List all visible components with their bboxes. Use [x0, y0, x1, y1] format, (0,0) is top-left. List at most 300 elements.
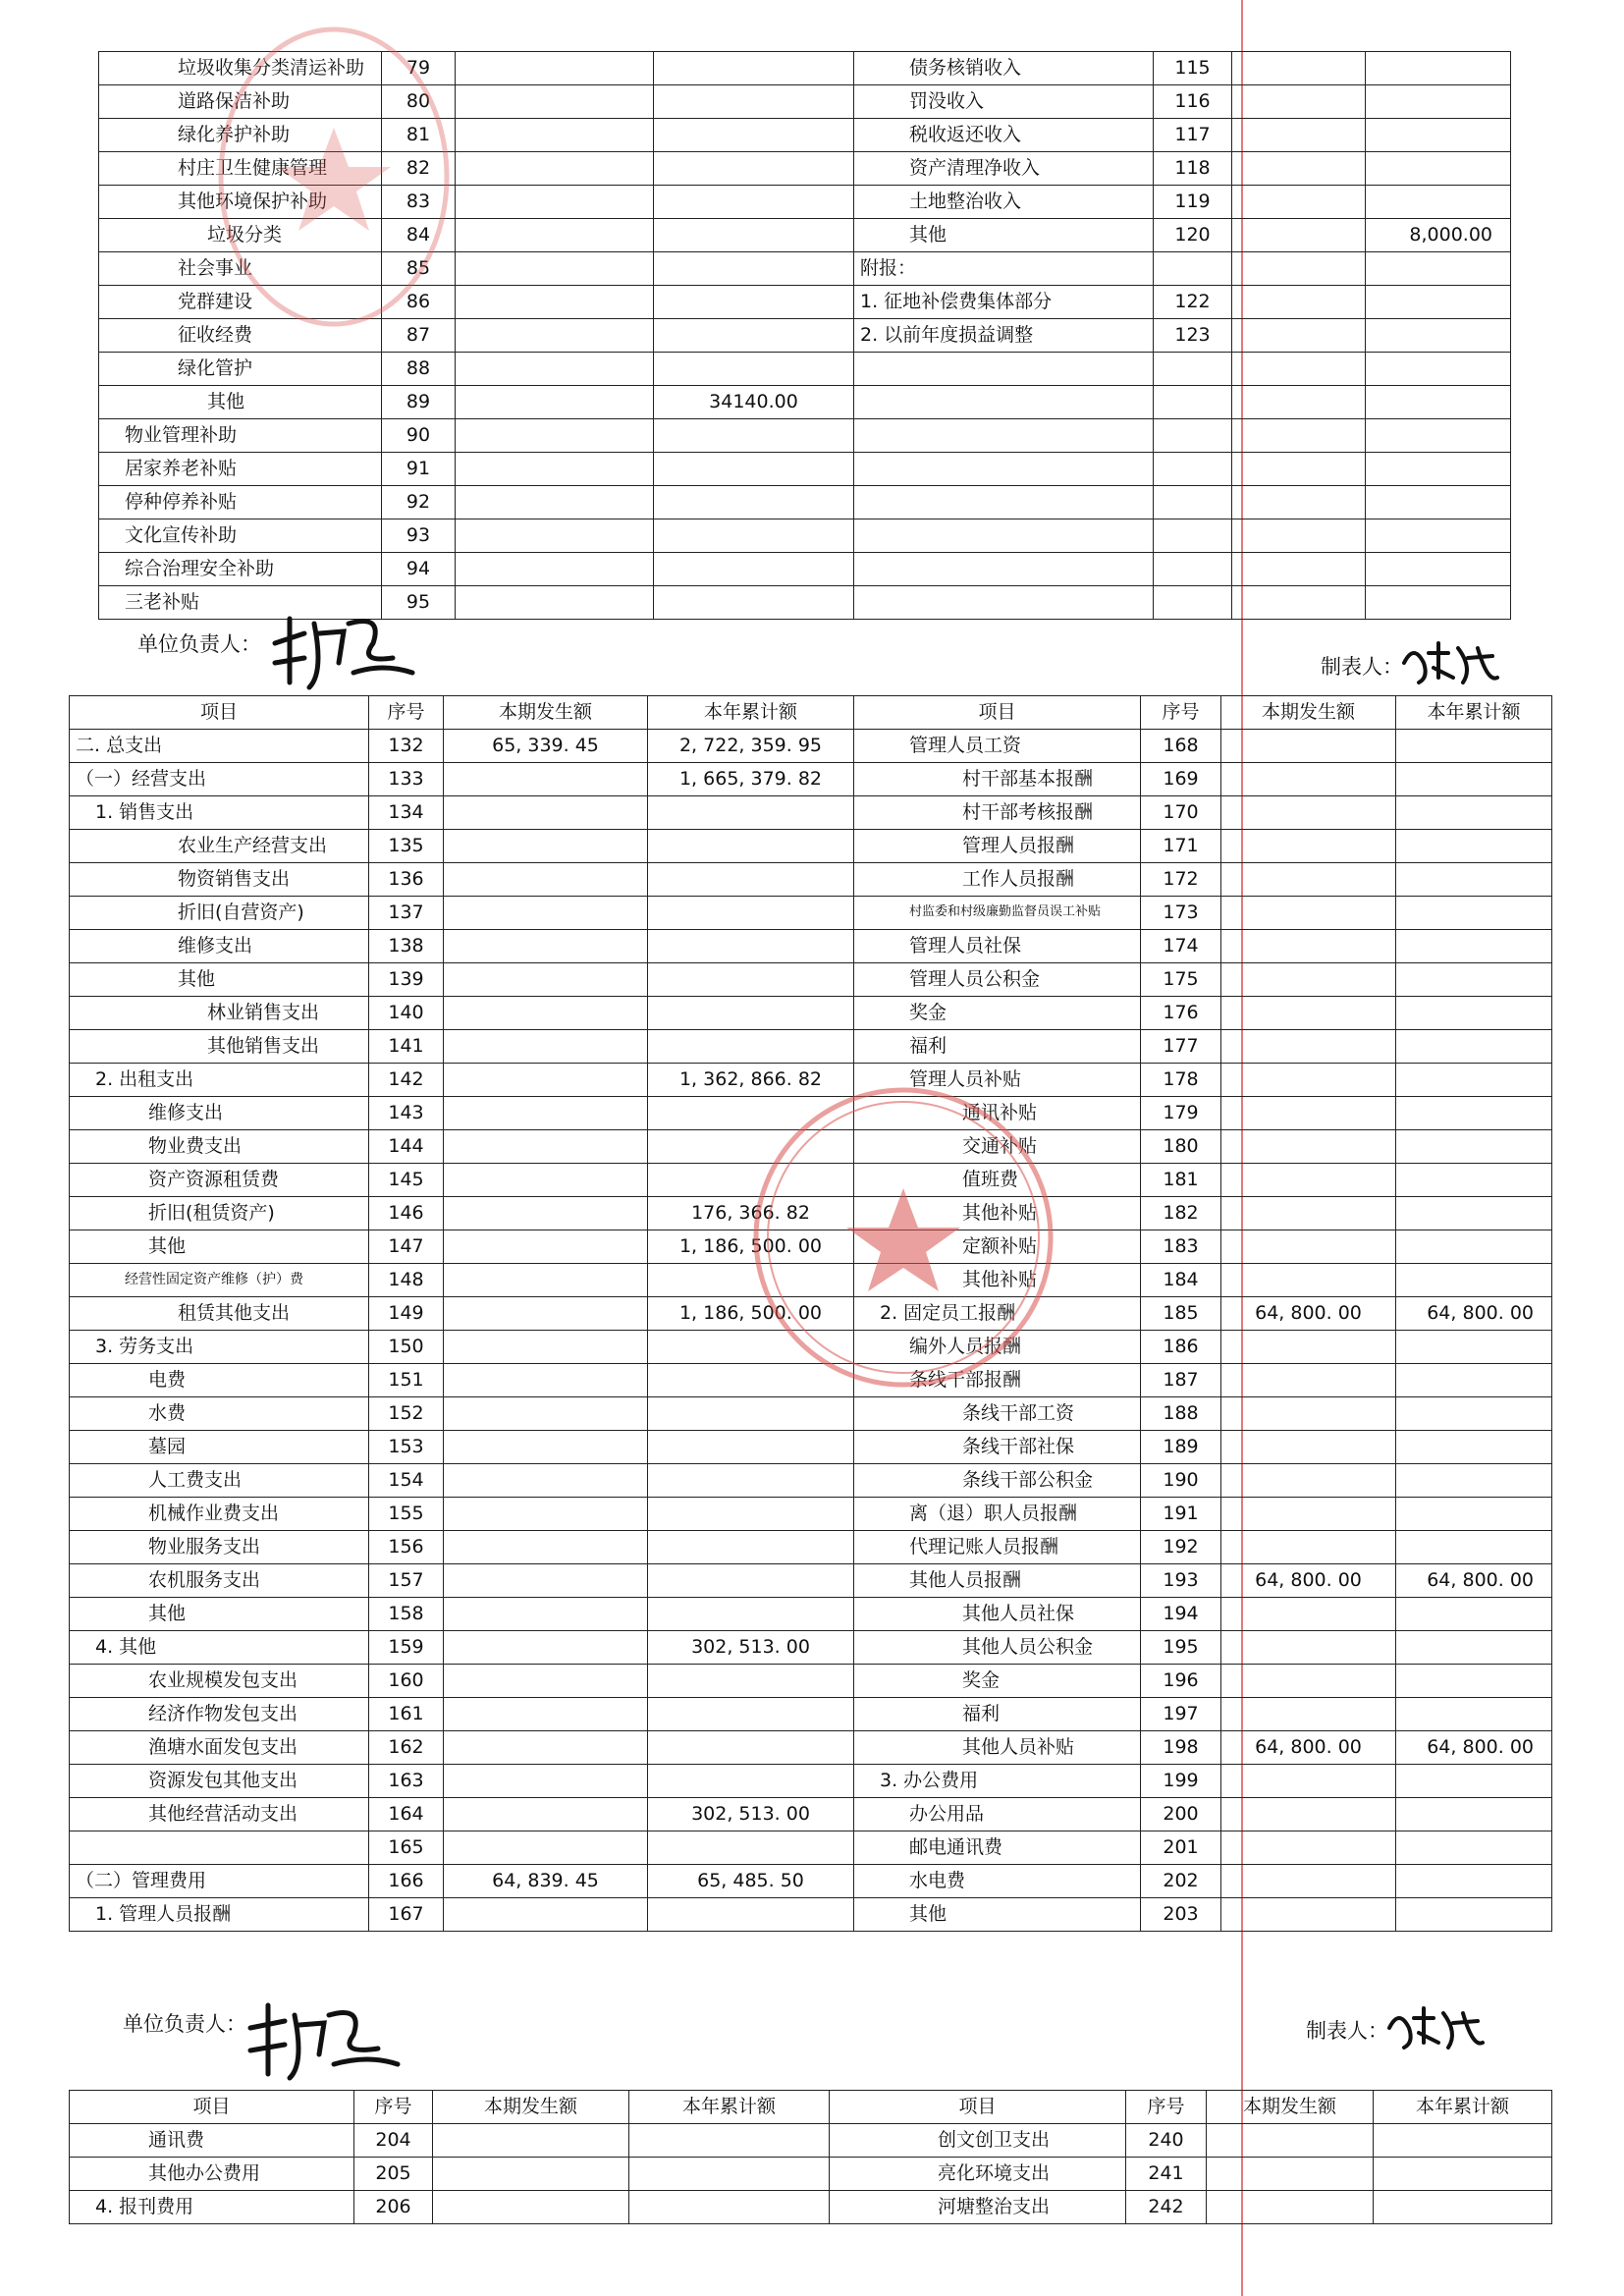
right-ytd: [1396, 1898, 1552, 1932]
right-item: 管理人员补贴: [854, 1064, 1141, 1097]
left-ytd: [654, 52, 854, 85]
right-seq: 188: [1141, 1397, 1221, 1431]
right-current: [1221, 997, 1396, 1030]
right-item: 值班费: [854, 1164, 1141, 1197]
right-current: [1221, 1765, 1396, 1798]
table-row: [70, 1297, 1552, 1331]
left-seq: 92: [382, 486, 456, 519]
table-continued-part: [69, 2090, 1552, 2224]
left-item: 经济作物发包支出: [70, 1698, 369, 1731]
right-item: 福利: [854, 1698, 1141, 1731]
right-ytd: [1366, 186, 1511, 219]
left-seq: 204: [354, 2124, 433, 2158]
left-ytd: [648, 1397, 854, 1431]
table-header-row: [70, 696, 1552, 730]
table-row: [70, 1130, 1552, 1164]
right-item: 邮电通讯费: [854, 1831, 1141, 1865]
right-current: [1232, 319, 1366, 353]
right-seq: 187: [1141, 1364, 1221, 1397]
table-row: [70, 730, 1552, 763]
left-current: [456, 119, 654, 152]
left-item: 物业服务支出: [70, 1531, 369, 1564]
left-current: [456, 186, 654, 219]
left-item: 社会事业: [99, 252, 382, 286]
left-current: [444, 1731, 648, 1765]
right-ytd: [1366, 486, 1511, 519]
right-seq: 172: [1141, 863, 1221, 897]
right-seq: 176: [1141, 997, 1221, 1030]
right-current: [1221, 1030, 1396, 1064]
right-current: 64, 800. 00: [1221, 1297, 1396, 1331]
right-item: 交通补贴: [854, 1130, 1141, 1164]
right-current: 64, 800. 00: [1221, 1731, 1396, 1765]
left-current: [456, 219, 654, 252]
right-item: 奖金: [854, 1665, 1141, 1698]
right-seq: 171: [1141, 830, 1221, 863]
right-seq: 170: [1141, 796, 1221, 830]
left-current: [444, 1097, 648, 1130]
left-current: [456, 453, 654, 486]
right-seq: 177: [1141, 1030, 1221, 1064]
right-ytd: [1366, 319, 1511, 353]
table-row: [99, 386, 1511, 419]
right-seq: 175: [1141, 963, 1221, 997]
left-item: 垃圾分类: [99, 219, 382, 252]
right-ytd: [1396, 1464, 1552, 1498]
right-item: 附报：: [854, 252, 1154, 286]
right-current: [1221, 1598, 1396, 1631]
left-ytd: [654, 152, 854, 186]
left-seq: 151: [369, 1364, 444, 1397]
left-seq: 88: [382, 353, 456, 386]
right-ytd: [1396, 1598, 1552, 1631]
right-current: [1221, 1431, 1396, 1464]
right-ytd: [1396, 1631, 1552, 1665]
left-ytd: [648, 1331, 854, 1364]
table-expense-part: [69, 695, 1552, 1932]
left-ytd: [648, 1531, 854, 1564]
left-seq: 140: [369, 997, 444, 1030]
table-row: [70, 1464, 1552, 1498]
right-current: [1221, 1798, 1396, 1831]
table-row: [99, 353, 1511, 386]
right-item: 条线干部工资: [854, 1397, 1141, 1431]
left-ytd: [654, 219, 854, 252]
left-seq: 81: [382, 119, 456, 152]
left-seq: 152: [369, 1397, 444, 1431]
left-ytd: [648, 830, 854, 863]
right-current: [1232, 85, 1366, 119]
leader-signature-2: [241, 1994, 407, 2082]
right-current: [1221, 1898, 1396, 1932]
right-current: [1232, 219, 1366, 252]
left-current: [456, 586, 654, 620]
right-ytd: [1366, 553, 1511, 586]
table-row: [70, 1030, 1552, 1064]
right-current: [1221, 863, 1396, 897]
right-item: 管理人员公积金: [854, 963, 1141, 997]
right-seq: 178: [1141, 1064, 1221, 1097]
left-item: 党群建设: [99, 286, 382, 319]
right-item: 债务核销收入: [854, 52, 1154, 85]
right-ytd: [1366, 386, 1511, 419]
right-ytd: [1396, 963, 1552, 997]
left-item: 绿化管护: [99, 353, 382, 386]
left-ytd: [648, 1665, 854, 1698]
right-current: [1221, 830, 1396, 863]
left-current: [444, 1331, 648, 1364]
left-seq: 162: [369, 1731, 444, 1765]
table-row: [70, 1765, 1552, 1798]
left-seq: 134: [369, 796, 444, 830]
right-item: 其他人员社保: [854, 1598, 1141, 1631]
left-item: 墓园: [70, 1431, 369, 1464]
left-item: 征收经费: [99, 319, 382, 353]
left-ytd: 302, 513. 00: [648, 1798, 854, 1831]
left-seq: 144: [369, 1130, 444, 1164]
right-item: 定额补贴: [854, 1230, 1141, 1264]
left-item: 其他: [70, 1230, 369, 1264]
right-current: [1232, 186, 1366, 219]
right-ytd: [1396, 1665, 1552, 1698]
left-current: [444, 1264, 648, 1297]
left-ytd: [654, 286, 854, 319]
left-seq: 158: [369, 1598, 444, 1631]
right-item: 亮化环境支出: [830, 2158, 1126, 2191]
table-row: [70, 1598, 1552, 1631]
right-current: [1221, 1498, 1396, 1531]
left-ytd: [648, 796, 854, 830]
right-current: [1232, 252, 1366, 286]
right-ytd: [1396, 1064, 1552, 1097]
table-row: [70, 1531, 1552, 1564]
right-current: [1221, 1665, 1396, 1698]
left-item: 渔塘水面发包支出: [70, 1731, 369, 1765]
left-current: [444, 1130, 648, 1164]
right-seq: 195: [1141, 1631, 1221, 1665]
left-seq: 84: [382, 219, 456, 252]
right-ytd: [1396, 897, 1552, 930]
left-current: [444, 1498, 648, 1531]
left-seq: 156: [369, 1531, 444, 1564]
right-item: [854, 386, 1154, 419]
right-current: [1207, 2191, 1374, 2224]
right-ytd: [1396, 1765, 1552, 1798]
left-item: 停种停养补贴: [99, 486, 382, 519]
left-item: 通讯费: [70, 2124, 354, 2158]
left-seq: 164: [369, 1798, 444, 1831]
right-item: 管理人员工资: [854, 730, 1141, 763]
left-ytd: [648, 1598, 854, 1631]
right-item: 2. 以前年度损益调整: [854, 319, 1154, 353]
table-row: [70, 830, 1552, 863]
right-current: [1232, 486, 1366, 519]
right-current: [1221, 1064, 1396, 1097]
header-item: 项目: [70, 696, 369, 730]
left-current: [456, 486, 654, 519]
right-ytd: [1374, 2158, 1552, 2191]
table-row: [70, 1865, 1552, 1898]
left-ytd: [648, 1831, 854, 1865]
table-row: [70, 1798, 1552, 1831]
left-ytd: [654, 419, 854, 453]
right-ytd: [1374, 2191, 1552, 2224]
left-seq: 149: [369, 1297, 444, 1331]
right-current: [1207, 2158, 1374, 2191]
right-ytd: [1396, 1264, 1552, 1297]
table-row: [70, 796, 1552, 830]
right-seq: 184: [1141, 1264, 1221, 1297]
right-item: 村干部考核报酬: [854, 796, 1141, 830]
right-ytd: [1396, 1431, 1552, 1464]
left-seq: 161: [369, 1698, 444, 1731]
left-current: [456, 319, 654, 353]
left-current: [444, 1831, 648, 1865]
left-ytd: [648, 1364, 854, 1397]
left-current: [444, 1698, 648, 1731]
right-seq: 116: [1154, 85, 1232, 119]
right-seq: [1154, 386, 1232, 419]
header-item: 项目: [70, 2091, 354, 2124]
header-seq-right: 序号: [1141, 696, 1221, 730]
left-item: 其他: [99, 386, 382, 419]
left-current: [444, 1631, 648, 1665]
left-ytd: [648, 1164, 854, 1197]
left-ytd: 2, 722, 359. 95: [648, 730, 854, 763]
table-income-part: [98, 51, 1511, 620]
right-current: [1221, 1164, 1396, 1197]
header-item-right: 项目: [830, 2091, 1126, 2124]
table-row: [70, 2158, 1552, 2191]
right-seq: 186: [1141, 1331, 1221, 1364]
left-ytd: [654, 319, 854, 353]
table-row: [99, 85, 1511, 119]
right-item: 工作人员报酬: [854, 863, 1141, 897]
right-seq: 118: [1154, 152, 1232, 186]
right-ytd: [1396, 1230, 1552, 1264]
right-seq: [1154, 453, 1232, 486]
left-ytd: [654, 119, 854, 152]
table-row: [70, 1731, 1552, 1765]
right-current: [1221, 1097, 1396, 1130]
left-current: [456, 386, 654, 419]
left-current: [456, 353, 654, 386]
left-current: 65, 339. 45: [444, 730, 648, 763]
right-ytd: [1396, 930, 1552, 963]
left-item: 农业生产经营支出: [70, 830, 369, 863]
left-ytd: [648, 1431, 854, 1464]
table-row: [99, 519, 1511, 553]
table-row: [99, 553, 1511, 586]
header-seq: 序号: [369, 696, 444, 730]
left-seq: 138: [369, 930, 444, 963]
right-ytd: [1396, 730, 1552, 763]
left-seq: 132: [369, 730, 444, 763]
left-seq: 83: [382, 186, 456, 219]
table-row: [70, 1831, 1552, 1865]
right-ytd: [1396, 830, 1552, 863]
left-current: [444, 1665, 648, 1698]
right-ytd: [1366, 286, 1511, 319]
table-row: [70, 930, 1552, 963]
right-ytd: [1396, 1498, 1552, 1531]
left-item: 3. 劳务支出: [70, 1331, 369, 1364]
table-row: [70, 1564, 1552, 1598]
table-row: [70, 1197, 1552, 1230]
left-seq: 165: [369, 1831, 444, 1865]
left-item: 其他: [70, 963, 369, 997]
right-ytd: [1396, 1130, 1552, 1164]
left-current: [456, 252, 654, 286]
right-ytd: 64, 800. 00: [1396, 1297, 1552, 1331]
right-seq: 196: [1141, 1665, 1221, 1698]
left-ytd: 1, 186, 500. 00: [648, 1230, 854, 1264]
right-item: 办公用品: [854, 1798, 1141, 1831]
left-item: 道路保洁补助: [99, 85, 382, 119]
right-item: [854, 353, 1154, 386]
left-item: 其他办公费用: [70, 2158, 354, 2191]
header-current-right: 本期发生额: [1207, 2091, 1374, 2124]
right-seq: 174: [1141, 930, 1221, 963]
left-seq: 167: [369, 1898, 444, 1932]
left-ytd: [648, 1130, 854, 1164]
left-current: [444, 863, 648, 897]
left-seq: 79: [382, 52, 456, 85]
table-row: [70, 2191, 1552, 2224]
right-ytd: [1366, 419, 1511, 453]
right-ytd: [1396, 1698, 1552, 1731]
table-row: [99, 252, 1511, 286]
right-item: 罚没收入: [854, 85, 1154, 119]
header-seq: 序号: [354, 2091, 433, 2124]
left-current: [444, 1297, 648, 1331]
right-item: 村干部基本报酬: [854, 763, 1141, 796]
left-seq: 155: [369, 1498, 444, 1531]
right-item: [854, 553, 1154, 586]
right-item: 2. 固定员工报酬: [854, 1297, 1141, 1331]
right-seq: [1154, 486, 1232, 519]
right-seq: [1154, 419, 1232, 453]
right-ytd: [1396, 1331, 1552, 1364]
table-row: [99, 286, 1511, 319]
right-item: [854, 419, 1154, 453]
right-item: 编外人员报酬: [854, 1331, 1141, 1364]
left-current: [444, 1765, 648, 1798]
right-item: 管理人员社保: [854, 930, 1141, 963]
left-item: 维修支出: [70, 930, 369, 963]
left-current: [456, 553, 654, 586]
left-current: [444, 796, 648, 830]
left-item: （二）管理费用: [70, 1865, 369, 1898]
right-ytd: 64, 800. 00: [1396, 1731, 1552, 1765]
header-current-right: 本期发生额: [1221, 696, 1396, 730]
left-ytd: [654, 586, 854, 620]
left-ytd: [648, 1030, 854, 1064]
right-ytd: [1396, 1030, 1552, 1064]
table-row: [70, 863, 1552, 897]
left-seq: 94: [382, 553, 456, 586]
left-ytd: 1, 362, 866. 82: [648, 1064, 854, 1097]
right-seq: 242: [1126, 2191, 1207, 2224]
left-ytd: [648, 1264, 854, 1297]
right-ytd: 8,000.00: [1366, 219, 1511, 252]
left-ytd: [654, 519, 854, 553]
left-item: 物业管理补助: [99, 419, 382, 453]
right-seq: 190: [1141, 1464, 1221, 1498]
left-item: 物业费支出: [70, 1130, 369, 1164]
right-current: [1221, 963, 1396, 997]
right-item: 福利: [854, 1030, 1141, 1064]
preparer-signature: [1399, 638, 1507, 687]
left-ytd: [654, 553, 854, 586]
right-current: [1232, 286, 1366, 319]
table-row: [70, 1498, 1552, 1531]
right-current: [1221, 1397, 1396, 1431]
right-item: 1. 征地补偿费集体部分: [854, 286, 1154, 319]
left-current: [444, 1197, 648, 1230]
left-ytd: [648, 1464, 854, 1498]
header-ytd: 本年累计额: [629, 2091, 830, 2124]
right-seq: 181: [1141, 1164, 1221, 1197]
table-row: [70, 1665, 1552, 1698]
header-ytd: 本年累计额: [648, 696, 854, 730]
right-seq: [1154, 519, 1232, 553]
right-item: 土地整治收入: [854, 186, 1154, 219]
right-ytd: [1366, 519, 1511, 553]
left-current: [444, 1898, 648, 1932]
right-seq: 194: [1141, 1598, 1221, 1631]
right-item: 其他: [854, 1898, 1141, 1932]
right-item: 奖金: [854, 997, 1141, 1030]
left-current: [444, 1598, 648, 1631]
left-ytd: 65, 485. 50: [648, 1865, 854, 1898]
table-row: [70, 1364, 1552, 1397]
table-row: [70, 1698, 1552, 1731]
left-ytd: [654, 186, 854, 219]
left-current: [456, 519, 654, 553]
right-seq: 201: [1141, 1831, 1221, 1865]
right-seq: 241: [1126, 2158, 1207, 2191]
right-item: 条线干部社保: [854, 1431, 1141, 1464]
right-seq: 183: [1141, 1230, 1221, 1264]
left-seq: 166: [369, 1865, 444, 1898]
right-ytd: [1366, 252, 1511, 286]
table-row: [99, 419, 1511, 453]
right-item: 管理人员报酬: [854, 830, 1141, 863]
right-current: [1232, 519, 1366, 553]
right-ytd: [1366, 353, 1511, 386]
right-current: [1221, 1698, 1396, 1731]
left-ytd: [654, 353, 854, 386]
left-item: 物资销售支出: [70, 863, 369, 897]
left-ytd: 1, 186, 500. 00: [648, 1297, 854, 1331]
left-item: 水费: [70, 1397, 369, 1431]
right-current: [1221, 1865, 1396, 1898]
right-ytd: [1366, 52, 1511, 85]
left-current: [433, 2158, 629, 2191]
left-item: 折旧(自营资产): [70, 897, 369, 930]
right-ytd: [1366, 152, 1511, 186]
right-ytd: [1396, 1531, 1552, 1564]
left-item: 机械作业费支出: [70, 1498, 369, 1531]
left-item: 1. 销售支出: [70, 796, 369, 830]
right-item: [854, 586, 1154, 620]
left-seq: 205: [354, 2158, 433, 2191]
right-seq: 198: [1141, 1731, 1221, 1765]
left-current: [433, 2124, 629, 2158]
left-seq: 147: [369, 1230, 444, 1264]
left-seq: 85: [382, 252, 456, 286]
